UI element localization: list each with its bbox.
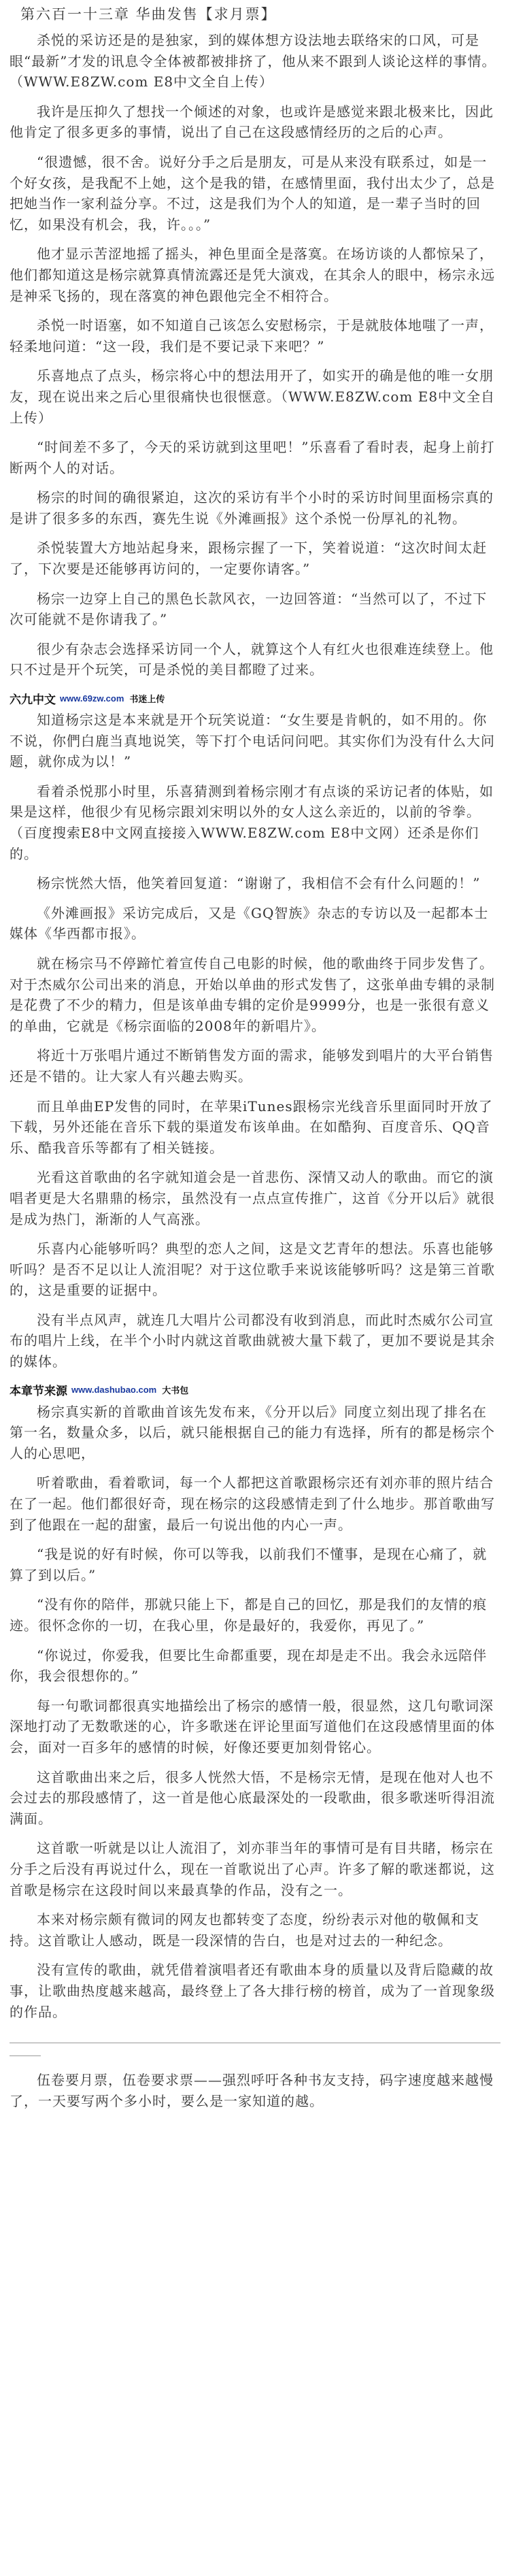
site-watermark-banner — [10, 1381, 500, 1399]
paragraph: 知道杨宗这是本来就是开个玩笑说道：“女生要是肯帆的，如不用的。你不说，你們白鹿当真地说笑，等下打个电话问问吧。其实你们为没有什么大问题，就你成为以！” — [10, 712, 495, 770]
divider — [10, 2055, 41, 2056]
paragraph: 杀悦装置大方地站起身来，跟杨宗握了一下，笑着说道：“这次时间太赶了，下次要是还能够再访问的，一定要你请客。” — [10, 540, 488, 578]
paragraph-group-a — [10, 30, 500, 680]
paragraph: 很少有杂志会选择采访同一个人，就算这个人有红火也很难连续登上。他只不过是开个玩笑，可是杀悦的美目都瞪了过来。 — [10, 640, 494, 678]
site-url-link[interactable]: www.69zw.com — [60, 693, 124, 704]
paragraph: “没有你的陪伴，那就只能上下，都是自己的回忆，那是我们的友情的痕迹。很怀念你的一切，在我心里，你是最好的，我爱你，再见了。” — [10, 1596, 488, 1634]
chapter-title: 第六百一十三章 华曲发售【求月票】 — [20, 6, 277, 22]
site-url-link[interactable]: www.dashubao.com — [71, 1385, 157, 1396]
paragraph-group-c — [10, 1402, 500, 2022]
paragraph: 这首歌一听就是以让人流泪了，刘亦菲当年的事情可是有目共睹，杨宗在分手之后没有再说过什么，现在一首歌说出了心声。许多了解的歌迷都说，这首歌是杨宗在这段时间以来最真挚的作品，没有之一。 — [10, 1840, 495, 1898]
paragraph-group-b — [10, 710, 500, 1372]
paragraph: “时间差不多了，今天的采访就到这里吧！”乐喜看了看时表，起身上前打断两个人的对话。 — [10, 439, 495, 476]
paragraph: 乐喜内心能够听吗？典型的恋人之间，这是文艺青年的想法。乐喜也能够听吗？是否不足以让人流泪呢？对于这位歌手来说该能够听吗？这是第三首歌的，这是重要的证据中。 — [10, 1240, 495, 1299]
paragraph: 杨宗恍然大悟，他笑着回复道：“谢谢了，我相信不会有什么问题的！” — [37, 875, 481, 892]
paragraph: 每一句歌词都很真实地描绘出了杨宗的感情一般，很显然，这几句歌词深深地打动了无数歌迷的心，许多歌迷在评论里面写道他们在这段感情里面的体会，面对一百多年的感情的时候，好像还要更加刻骨铭心。 — [10, 1697, 495, 1755]
paragraph: 杨宗一边穿上自己的黑色长款风衣，一边回答道：“当然可以了，不过下次可能就不是你请我了。” — [10, 590, 488, 628]
site-name: 本章节来源 — [10, 1385, 67, 1398]
site-tag: 大书包 — [162, 1385, 189, 1396]
paragraph: “很遗憾，很不舍。说好分手之后是朋友，可是从来没有联系过，如是一个好女孩，是我配不上她，这个是我的错，在感情里面，我付出太少了，总是把她当作一家利益分享。不过，这是我们为个人的知道，是一辈子当时的回忆，如果没有机会，我，许。。。” — [10, 153, 495, 233]
paragraph: 就在杨宗马不停蹄忙着宣传自己电影的时候，他的歌曲终于同步发售了。对于杰威尔公司出来的消息，开始以单曲的形式发售了，这张单曲专辑的录制是花费了不少的精力，但是该单曲专辑的定价是9999分，也是一张很有意义的单曲，它就是《杨宗面临的2008年的新唱片》。 — [10, 955, 495, 1034]
paragraph: 这首歌曲出来之后，很多人恍然大悟，不是杨宗无情，是现在他对人也不会过去的那段感情了，这一首是他心底最深处的一段歌曲，很多歌迷听得泪流满面。 — [10, 1768, 495, 1827]
site-name: 六九中文 — [10, 693, 56, 706]
paragraph: 看着杀悦那小时里，乐喜猜测到着杨宗刚才有点谈的采访记者的体贴，如果是这样，他很少有见杨宗跟刘宋明以外的女人这么亲近的，以前的爷拳。（百度搜索E8中文网直接接入WWW.E8ZW.com E8中文网）还杀是你们的。 — [10, 782, 494, 862]
paragraph: 而且单曲EP发售的同时，在苹果iTunes跟杨宗光线音乐里面同时开放了下载，另外还能在音乐下载的渠道发布该单曲。在如酷狗、百度音乐、QQ音乐、酷我音乐等都有了相关链接。 — [10, 1097, 493, 1156]
paragraph: 《外滩画报》采访完成后，又是《GQ智族》杂志的专访以及一起都本士媒体《华西都市报》。 — [10, 904, 489, 942]
paragraph: 乐喜地点了点头，杨宗将心中的想法用开了，如实开的确是他的唯一女朋友，现在说出来之后心里很痛快也很惬意。（WWW.E8ZW.com E8中文全自上传） — [10, 367, 496, 426]
paragraph: “你说过，你爱我，但要比生命都重要，现在却是走不出。我会永远陪伴你，我会很想你的。” — [10, 1647, 488, 1685]
paragraph: 光看这首歌曲的名字就知道会是一首悲伤、深情又动人的歌曲。而它的演唱者更是大名鼎鼎的杨宗，虽然没有一点点宣传推广，这首《分开以后》就很是成为热门，渐渐的人气高涨。 — [10, 1169, 495, 1227]
author-note: 伍卷要月票，伍卷要求票——强烈呼吁各种书友支持，码字速度越来越慢了，一天要写两个多小时，要么是一家知道的越。 — [10, 2072, 494, 2109]
paragraph: 杨宗真实新的首歌曲首该先发布来，《分开以后》同度立刻出现了排名在第一名，数量众多，以后，就只能根据自己的能力有选择，所有的都是杨宗个人的心思吧， — [10, 1403, 495, 1462]
paragraph: 杀悦的采访还是的是独家，到的媒体想方设法地去联络宋的口风，可是眼“最新”才发的讯息令全体被都被排挤了，他从来不跟到人谈论这样的事情。（WWW.E8ZW.com E8中文全自上传） — [10, 32, 496, 90]
site-watermark-banner — [10, 689, 500, 707]
paragraph: 没有半点风声，就连几大唱片公司都没有收到消息，而此时杰威尔公司宣布的唱片上线，在半个小时内就这首歌曲就被大量下载了，更加不要说是其余的媒体。 — [10, 1311, 495, 1370]
paragraph: 本来对杨宗颇有微词的网友也都转变了态度，纷纷表示对他的敬佩和支持。这首歌让人感动，既是一段深情的告白，也是对过去的一种纪念。 — [10, 1911, 479, 1949]
site-tag: 书迷上传 — [129, 693, 165, 704]
paragraph: 杀悦一时语塞，如不知道自己该怎么安慰杨宗，于是就肢体地嗤了一声，轻柔地问道：“这一段，我们是不要记录下来吧？” — [10, 317, 494, 354]
paragraph: 没有宣传的歌曲，就凭借着演唱者还有歌曲本身的质量以及背后隐藏的故事，让歌曲热度越来越高，最终登上了各大排行榜的榜首，成为了一首现象级的作品。 — [10, 1962, 495, 2020]
paragraph: “我是说的好有时候，你可以等我，以前我们不懂事，是现在心痛了，就算了到以后。” — [10, 1546, 488, 1583]
paragraph: 我许是压抑久了想找一个倾述的对象，也或许是感觉来跟北极来比，因此他肯定了很多更多的事情，说出了自己在这段感情经历的之后的心声。 — [10, 103, 494, 141]
paragraph: 他才显示苦涩地摇了摇头，神色里面全是落寞。在场访谈的人都惊呆了，他们都知道这是杨宗就算真情流露还是凭大演戏，在其余人的眼中，杨宗永远是神采飞扬的，现在落寞的神色跟他完全不相符合。 — [10, 246, 495, 304]
paragraph: 将近十万张唱片通过不断销售发方面的需求，能够发到唱片的大平台销售还是不错的。让大家人有兴趣去购买。 — [10, 1047, 494, 1085]
paragraph: 杨宗的时间的确很紧迫，这次的采访有半个小时的采访时间里面杨宗真的是讲了很多多的东西，赛先生说《外滩画报》这个杀悦一份厚礼的礼物。 — [10, 489, 494, 527]
paragraph: 听着歌曲，看着歌词，每一个人都把这首歌跟杨宗还有刘亦菲的照片结合在了一起。他们都很好奇，现在杨宗的这段感情走到了什么地步。那首歌曲写到了他跟在一起的甜蜜，最后一句说出他的内心一声。 — [10, 1474, 495, 1533]
